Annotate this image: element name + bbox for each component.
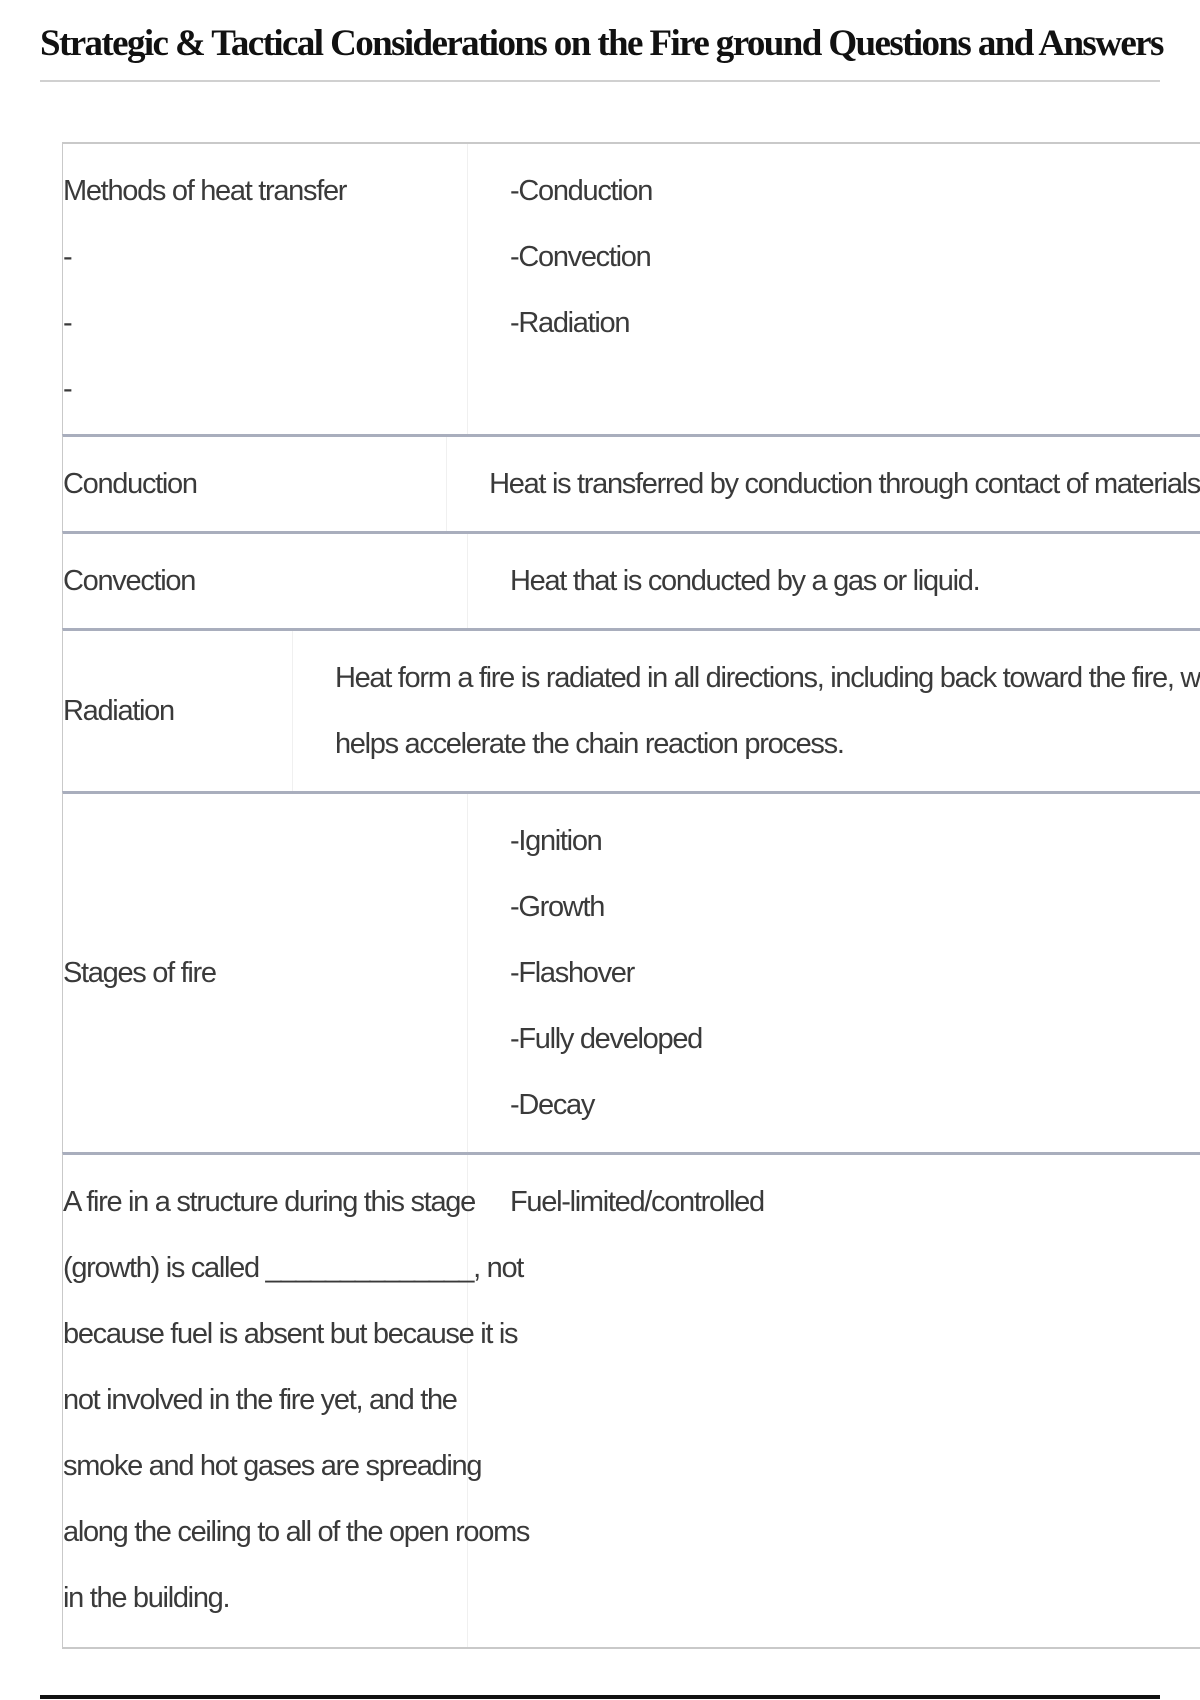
question-dash: - [63, 373, 72, 405]
question-line: not involved in the fire yet, and the [63, 1384, 457, 1416]
page-bottom-divider [40, 1695, 1160, 1699]
answer-line: -Convection [510, 241, 651, 273]
question-text: Stages of fire [63, 957, 216, 989]
question-text: Convection [63, 565, 196, 597]
answer-line: -Growth [510, 891, 605, 923]
question-cell [63, 534, 468, 628]
question-text: Conduction [63, 468, 197, 500]
question-text: Radiation [63, 695, 174, 727]
question-dash: - [63, 241, 72, 273]
table-row [62, 142, 1200, 434]
answer-cell [447, 437, 1200, 531]
question-cell [63, 794, 468, 1152]
answer-line: -Ignition [510, 825, 602, 857]
question-line: (growth) is called ______________, not [63, 1252, 524, 1284]
table-row [62, 1152, 1200, 1649]
question-cell [63, 144, 468, 434]
question-line: A fire in a structure during this stage [63, 1186, 475, 1218]
answer-cell [293, 631, 1200, 791]
question-cell [63, 631, 293, 791]
answer-cell [468, 1155, 1200, 1647]
table-row [62, 791, 1200, 1152]
answer-line: -Fully developed [510, 1023, 702, 1055]
answer-line: helps accelerate the chain reaction process. [334, 728, 844, 760]
table-row [62, 434, 1200, 531]
question-line: smoke and hot gases are spreading [63, 1450, 482, 1482]
question-line: because fuel is absent but because it is [63, 1318, 518, 1350]
answer-cell [468, 534, 1200, 628]
table-row [62, 628, 1200, 791]
answer-line: -Conduction [510, 175, 653, 207]
question-line: along the ceiling to all of the open rooms [63, 1516, 530, 1548]
qa-table [62, 142, 1200, 1649]
answer-line: -Decay [510, 1089, 595, 1121]
answer-cell [468, 144, 1200, 434]
title-divider [40, 80, 1160, 82]
table-row [62, 531, 1200, 628]
answer-cell [468, 794, 1200, 1152]
question-line: in the building. [63, 1582, 230, 1614]
answer-line: -Flashover [510, 957, 634, 989]
answer-line: -Radiation [510, 307, 630, 339]
answer-line: Heat that is conducted by a gas or liquid. [510, 565, 980, 597]
question-cell [63, 437, 447, 531]
answer-line: Fuel-limited/controlled [510, 1186, 764, 1218]
question-dash: - [63, 307, 72, 339]
document-title: Strategic & Tactical Considerations on the Fire ground Questions and Answers [40, 23, 1163, 64]
answer-line: Heat is transferred by conduction through contact of materials [489, 468, 1200, 500]
question-cell [63, 1155, 530, 1647]
question-text: Methods of heat transfer [63, 175, 347, 207]
answer-line: Heat form a fire is radiated in all directions, including back toward the fire, w [334, 662, 1200, 694]
